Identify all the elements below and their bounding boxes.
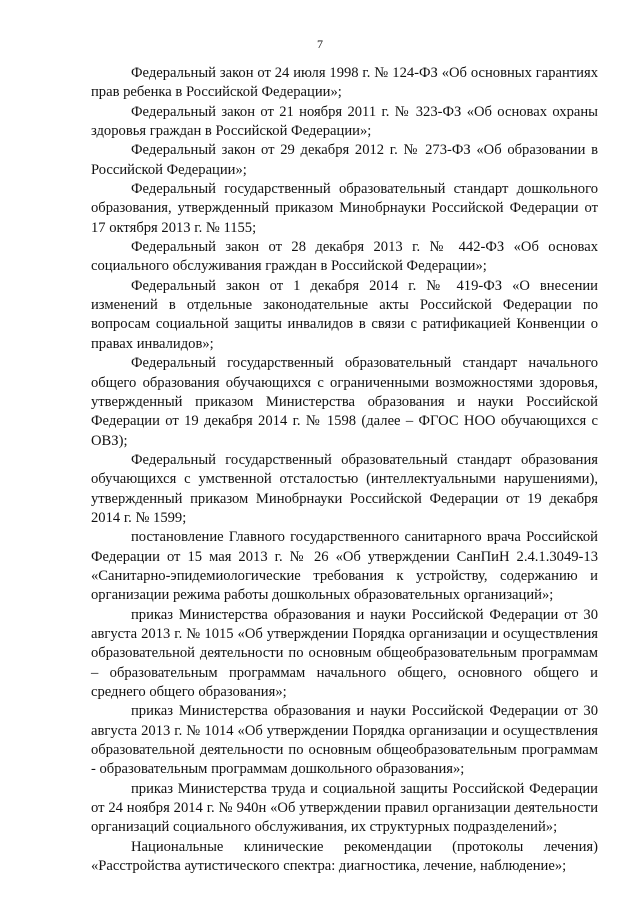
- paragraph-order-940n: приказ Министерства труда и социальной защиты Российской Федерации от 24 ноября 2014 г. № 940н «Об утверждении правил организации деятельности организаций социального обслуживания, их структурных подразделений»;: [91, 780, 598, 836]
- paragraph-law-442fz: Федеральный закон от 28 декабря 2013 г. № 442-ФЗ «Об основах социального обслуживания граждан в Российской Федерации»;: [91, 239, 598, 275]
- paragraph-law-323fz: Федеральный закон от 21 ноября 2011 г. № 323-ФЗ «Об основах охраны здоровья граждан в Российской Федерации»;: [91, 103, 598, 140]
- paragraph-sanpin-decree: постановление Главного государственного санитарного врача Российской Федерации от 15 мая 2013 г. № 26 «Об утверждении СанПиН 2.4.1.3049-13 «Санитарно-эпидемиологические требования к устройству, содержанию и организации режима работы дошкольных образовательных организаций»;: [91, 529, 598, 604]
- paragraph-law-124fz: Федеральный закон от 24 июля 1998 г. № 124-ФЗ «Об основных гарантиях прав ребенка в Российской Федерации»;: [91, 65, 598, 101]
- paragraph-fgos-intellectual: Федеральный государственный образовательный стандарт образования обучающихся с умственной отсталостью (интеллектуальными нарушениями), утвержденный приказом Минобрнауки Российской Федерации от 19 декабря 2014 г. № 1599;: [91, 451, 598, 526]
- paragraph-clinical-guidelines: Национальные клинические рекомендации (протоколы лечения) «Расстройства аутистического спектра: диагностика, лечение, наблюдение»;: [91, 838, 598, 875]
- paragraph-fgos-noo-ovz: Федеральный государственный образовательный стандарт начального общего образования обучающихся с ограниченными возможностями здоровья, утвержденный приказом Министерства образования и науки Российской Федерации от 19 декабря 2014 г. № 1598 (далее – ФГОС НОО обучающихся с ОВЗ);: [91, 355, 598, 449]
- paragraph-law-419fz: Федеральный закон от 1 декабря 2014 г. № 419-ФЗ «О внесении изменений в отдельные законодательные акты Российской Федерации по вопросам социальной защиты инвалидов в связи с ратификацией Конвенции о правах инвалидов»;: [91, 277, 598, 352]
- paragraph-order-1014: приказ Министерства образования и науки Российской Федерации от 30 августа 2013 г. № 1014 «Об утверждении Порядка организации и осуществления образовательной деятельности по основным общеобразовательным программам - образовательным программам дошкольного образования»;: [91, 703, 598, 778]
- paragraph-order-1015: приказ Министерства образования и науки Российской Федерации от 30 августа 2013 г. № 1015 «Об утверждении Порядка организации и осуществления образовательной деятельности по основным общеобразовательным программам – образовательным программам начального общего, основного общего и среднего общего образования»;: [91, 606, 598, 700]
- paragraph-fgos-preschool: Федеральный государственный образовательный стандарт дошкольного образования, утвержденный приказом Минобрнауки Российской Федерации от 17 октября 2013 г. № 1155;: [91, 181, 598, 236]
- document-body: [91, 64, 598, 876]
- paragraph-law-273fz: Федеральный закон от 29 декабря 2012 г. № 273-ФЗ «Об образовании в Российской Федерации»;: [91, 142, 598, 178]
- page-number: 7: [317, 37, 323, 51]
